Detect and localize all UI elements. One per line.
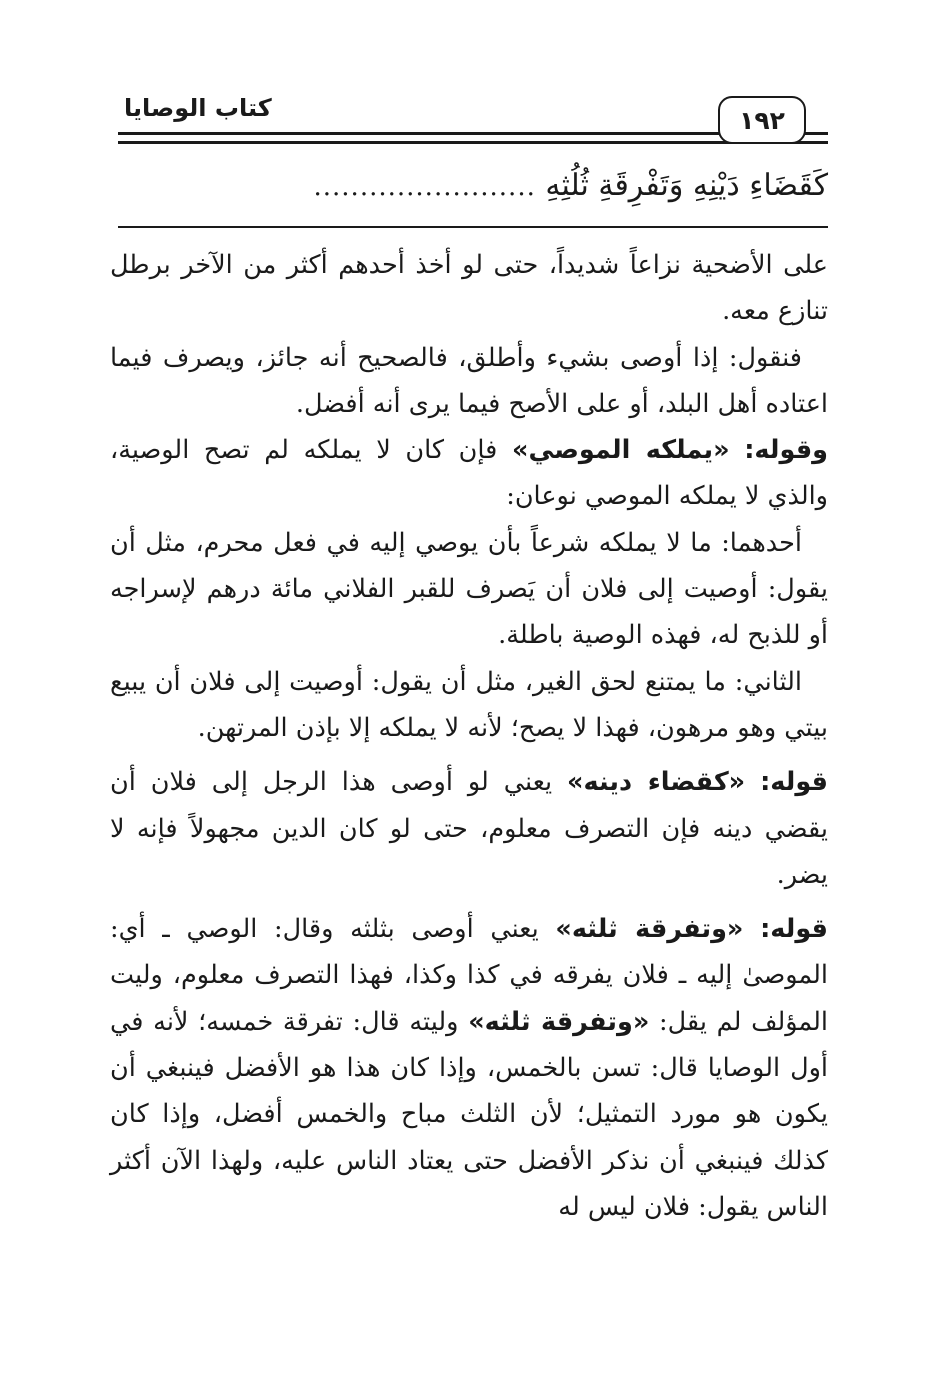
page-number: ١٩٢ [718,96,806,144]
paragraph-6 [110,759,828,898]
paragraph-7-lead: قوله: [760,914,828,945]
paragraph-3 [110,427,828,520]
paragraph-3-lead: وقوله: [744,435,828,466]
paragraph-6-quote: «كقضاء دينه» [567,767,746,798]
paragraph-6-text: يعني لو أوصى هذا الرجل إلى فلان أن يقضي دينه فإن التصرف معلوم، حتى لو كان الدين مجهولاً فإنه لا يضر. [110,767,828,890]
paragraph-6-lead: قوله: [760,767,828,798]
paragraph-7-quote: «وتفرقة ثلثه» [555,914,744,945]
running-title [118,158,828,214]
page-header [118,92,828,154]
paragraph-5-text: الثاني: ما يمتنع لحق الغير، مثل أن يقول: أوصيت إلى فلان أن يبيع بيتي وهو مرهون، فهذا لا يصح؛ لأنه لا يملكه إلا بإذن المرتهن. [110,666,828,743]
paragraph-3-text: فإن كان لا يملكه لم تصح الوصية، والذي لا يملكه الموصي نوعان: [110,435,828,512]
body-text [110,242,828,1230]
paragraph-1 [110,242,828,335]
paragraph-7-text-1: يعني أوصى بثلثه وقال: الوصي ـ أي: الموصىٰ إليه ـ فلان يفرقه في كذا وكذا، فهذا التصرف معلوم، وليت المؤلف لم يقل: [110,914,829,1037]
paragraph-2 [110,335,828,428]
running-title-dots: ........................ [313,172,536,202]
paragraph-5 [110,659,828,752]
paragraph-1-text: على الأضحية نزاعاً شديداً، حتى لو أخذ أحدهم أكثر من الآخر برطل تنازع معه. [110,250,828,327]
title-rule [118,226,828,228]
paragraph-7-text-2: وليته قال: تفرقة خمسه؛ لأنه في أول الوصايا قال: تسن بالخمس، وإذا كان هذا هو الأفضل فينبغي أن يكون هو مورد التمثيل؛ لأن الثلث مباح والخمس أفضل، وإذا كان كذلك فينبغي أن نذكر الأفضل حتى يعتاد الناس عليه، ولهذا الآن أكثر الناس يقول: فلان ليس له [110,1006,828,1222]
paragraph-7 [110,906,828,1230]
book-title: كتاب الوصايا [118,94,278,122]
paragraph-4-text: أحدهما: ما لا يملكه شرعاً بأن يوصي إليه في فعل محرم، مثل أن يقول: أوصيت إلى فلان أن يَصرف للقبر الفلاني مائة درهم لإسراجه أو للذبح له، فهذه الوصية باطلة. [110,527,828,651]
paragraph-4 [110,520,828,659]
running-title-text: كَقَضَاءِ دَيْنِهِ وَتَفْرِقَةِ ثُلُثِهِ [545,168,828,203]
paragraph-3-quote: «يملكه الموصي» [512,435,730,466]
paragraph-2-text: فنقول: إذا أوصى بشيء وأطلق، فالصحيح أنه جائز، ويصرف فيما اعتاده أهل البلد، أو على الأصح فيما يرى أنه أفضل. [110,342,828,419]
header-rule-bottom [118,141,828,144]
paragraph-7-quote-2: «وتفرقة ثلثه» [468,1006,650,1037]
